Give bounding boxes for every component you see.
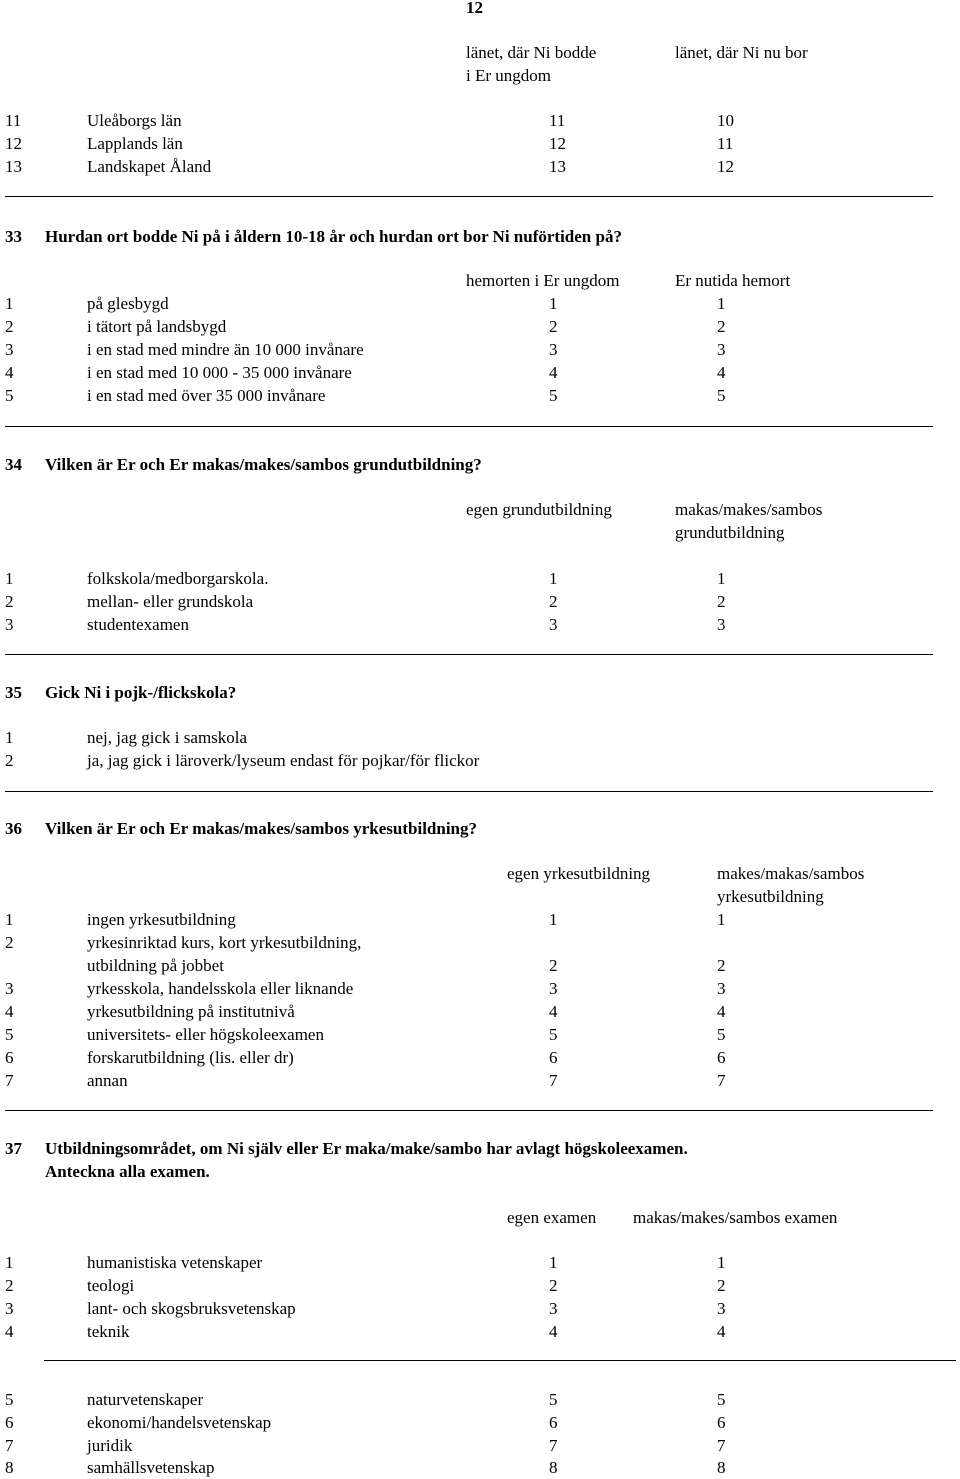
option-label: i en stad med 10 000 - 35 000 invånare: [87, 363, 352, 382]
option-label: i tätort på landsbygd: [87, 317, 227, 336]
option-number: 3: [5, 1299, 14, 1318]
option-label: studentexamen: [87, 615, 189, 634]
option-label: samhällsvetenskap: [87, 1458, 215, 1477]
option-number: 5: [5, 1025, 14, 1044]
option-code-col1: 1: [549, 910, 558, 929]
option-code-col1: 3: [549, 615, 558, 634]
divider: [5, 426, 933, 427]
option-number: 7: [5, 1071, 14, 1090]
option-code-col2: 2: [717, 956, 726, 975]
option-label: naturvetenskaper: [87, 1390, 204, 1409]
question-number: 37: [5, 1139, 22, 1158]
option-number: 1: [5, 294, 14, 313]
divider: [5, 654, 933, 655]
option-code-col2: 5: [717, 386, 726, 405]
option-code-col2: 1: [717, 294, 726, 313]
option-number: 2: [5, 592, 14, 611]
option-number: 5: [5, 1390, 14, 1409]
option-code-col2: 7: [717, 1071, 726, 1090]
option-label: teknik: [87, 1322, 130, 1341]
option-label: i en stad med mindre än 10 000 invånare: [87, 340, 364, 359]
option-code-col2: 1: [717, 1253, 726, 1272]
option-code-col1: 4: [549, 363, 558, 382]
option-code-col1: 2: [549, 1276, 558, 1295]
option-code-col1: 2: [549, 317, 558, 336]
question-number: 36: [5, 819, 22, 838]
option-code-col1: 8: [549, 1458, 558, 1477]
row-code-col1: 12: [549, 134, 566, 153]
option-code-col1: 7: [549, 1071, 558, 1090]
col1-header: hemorten i Er ungdom: [466, 271, 620, 290]
option-label: folkskola/medborgarskola.: [87, 569, 269, 588]
option-code-col1: 3: [549, 1299, 558, 1318]
option-label: humanistiska vetenskaper: [87, 1253, 263, 1272]
option-number: 6: [5, 1413, 14, 1432]
option-code-col2: 8: [717, 1458, 726, 1477]
option-code-col2: 3: [717, 979, 726, 998]
option-code-col1: 6: [549, 1413, 558, 1432]
col1-header: egen examen: [507, 1208, 597, 1227]
option-label: ingen yrkesutbildning: [87, 910, 236, 929]
divider: [5, 791, 933, 792]
divider: [44, 1360, 956, 1361]
option-number: 1: [5, 728, 14, 747]
option-label: yrkesskola, handelsskola eller liknande: [87, 979, 354, 998]
option-code-col1: 3: [549, 340, 558, 359]
question-number: 34: [5, 455, 22, 474]
row-number: 13: [5, 157, 22, 176]
page-number: 12: [466, 0, 483, 17]
option-number: 2: [5, 933, 14, 952]
option-code-col1: 4: [549, 1002, 558, 1021]
option-code-col2: 7: [717, 1436, 726, 1455]
col1-header-line1: länet, där Ni bodde: [466, 43, 597, 62]
option-code-col1: 5: [549, 386, 558, 405]
option-number: 4: [5, 1322, 14, 1341]
option-number: 2: [5, 317, 14, 336]
option-code-col1: 2: [549, 956, 558, 975]
question-number: 35: [5, 683, 22, 702]
option-code-col1: 3: [549, 979, 558, 998]
option-code-col2: 4: [717, 1322, 726, 1341]
option-code-col2: 1: [717, 910, 726, 929]
col2-header-line1: makes/makas/sambos: [717, 864, 865, 883]
row-code-col2: 10: [717, 111, 734, 130]
option-label: ekonomi/handelsvetenskap: [87, 1413, 272, 1432]
option-label: universitets- eller högskoleexamen: [87, 1025, 324, 1044]
option-code-col1: 1: [549, 1253, 558, 1272]
col2-header: makas/makes/sambos examen: [633, 1208, 838, 1227]
option-code-col2: 6: [717, 1048, 726, 1067]
option-number: 2: [5, 1276, 14, 1295]
col1-header: egen yrkesutbildning: [507, 864, 651, 883]
option-code-col1: 1: [549, 569, 558, 588]
option-code-col2: 2: [717, 317, 726, 336]
option-number: 4: [5, 363, 14, 382]
divider: [5, 196, 933, 197]
row-label: Landskapet Åland: [87, 157, 212, 176]
option-number: 4: [5, 1002, 14, 1021]
row-code-col1: 13: [549, 157, 566, 176]
option-label: forskarutbildning (lis. eller dr): [87, 1048, 294, 1067]
option-number: 3: [5, 615, 14, 634]
option-number: 3: [5, 979, 14, 998]
option-code-col1: 2: [549, 592, 558, 611]
option-number: 3: [5, 340, 14, 359]
row-label: Lapplands län: [87, 134, 183, 153]
option-code-col1: 5: [549, 1025, 558, 1044]
question-text: Vilken är Er och Er makas/makes/sambos grundutbildning?: [45, 455, 482, 474]
col2-header-line2: grundutbildning: [675, 523, 785, 542]
option-code-col2: 4: [717, 1002, 726, 1021]
option-code-col2: 3: [717, 1299, 726, 1318]
option-label: yrkesutbildning på institutnivå: [87, 1002, 295, 1021]
row-number: 12: [5, 134, 22, 153]
question-text: Utbildningsområdet, om Ni själv eller Er maka/make/sambo har avlagt högskoleexamen.: [45, 1139, 688, 1158]
question-text: Gick Ni i pojk-/flickskola?: [45, 683, 237, 702]
row-code-col1: 11: [549, 111, 566, 130]
divider: [5, 1110, 933, 1111]
row-label: Uleåborgs län: [87, 111, 182, 130]
option-code-col2: 1: [717, 569, 726, 588]
option-number: 1: [5, 569, 14, 588]
question-number: 33: [5, 227, 22, 246]
option-code-col2: 6: [717, 1413, 726, 1432]
col2-header: länet, där Ni nu bor: [675, 43, 808, 62]
option-number: 5: [5, 386, 14, 405]
option-code-col2: 4: [717, 363, 726, 382]
option-code-col2: 5: [717, 1390, 726, 1409]
option-number: 1: [5, 910, 14, 929]
option-number: 1: [5, 1253, 14, 1272]
option-code-col2: 3: [717, 340, 726, 359]
question-text: Vilken är Er och Er makas/makes/sambos yrkesutbildning?: [45, 819, 478, 838]
option-code-col2: 5: [717, 1025, 726, 1044]
col2-header: Er nutida hemort: [675, 271, 791, 290]
option-number: 2: [5, 751, 14, 770]
col2-header-line2: yrkesutbildning: [717, 887, 824, 906]
option-label: nej, jag gick i samskola: [87, 728, 248, 747]
col2-header-line1: makas/makes/sambos: [675, 500, 823, 519]
option-number: 8: [5, 1458, 14, 1477]
row-number: 11: [5, 111, 22, 130]
option-label: lant- och skogsbruksvetenskap: [87, 1299, 296, 1318]
question-text-line2: Anteckna alla examen.: [45, 1162, 210, 1181]
option-code-col1: 6: [549, 1048, 558, 1067]
option-code-col2: 2: [717, 1276, 726, 1295]
option-label: mellan- eller grundskola: [87, 592, 254, 611]
row-code-col2: 12: [717, 157, 734, 176]
option-label: på glesbygd: [87, 294, 169, 313]
col1-header-line2: i Er ungdom: [466, 66, 551, 85]
option-label: ja, jag gick i läroverk/lyseum endast för pojkar/för flickor: [87, 751, 480, 770]
option-code-col2: 2: [717, 592, 726, 611]
option-label: juridik: [87, 1436, 133, 1455]
option-code-col1: 1: [549, 294, 558, 313]
question-text: Hurdan ort bodde Ni på i åldern 10-18 år och hurdan ort bor Ni nuförtiden på?: [45, 227, 622, 246]
option-label: yrkesinriktad kurs, kort yrkesutbildning,: [87, 933, 362, 952]
option-number: 6: [5, 1048, 14, 1067]
option-code-col2: 3: [717, 615, 726, 634]
option-code-col1: 4: [549, 1322, 558, 1341]
option-label: teologi: [87, 1276, 135, 1295]
option-code-col1: 5: [549, 1390, 558, 1409]
option-label: i en stad med över 35 000 invånare: [87, 386, 326, 405]
col1-header: egen grundutbildning: [466, 500, 612, 519]
option-label-line2: utbildning på jobbet: [87, 956, 224, 975]
option-number: 7: [5, 1436, 14, 1455]
option-label: annan: [87, 1071, 128, 1090]
option-code-col1: 7: [549, 1436, 558, 1455]
row-code-col2: 11: [717, 134, 734, 153]
